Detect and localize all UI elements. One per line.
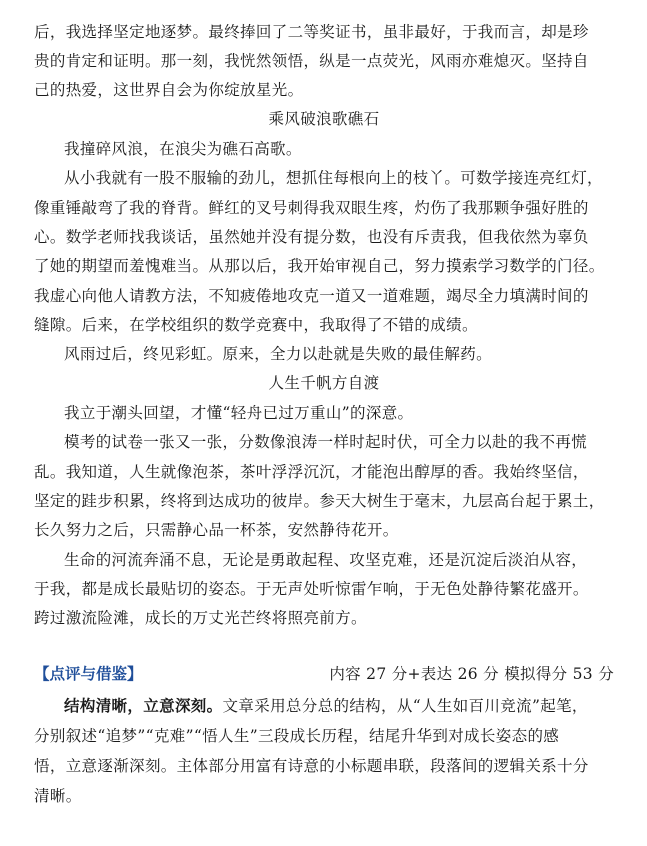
essay-line: 坚定的跬步积累，终将到达成功的彼岸。参天大树生于毫末，九层高台起于累土， — [34, 492, 605, 510]
essay-line: 贵的肯定和证明。那一刻，我恍然领悟，纵是一点荧光，风雨亦难熄灭。坚持自 — [34, 52, 589, 70]
essay-line: 模考的试卷一张又一张，分数像浪涛一样时起时伏，可全力以赴的我不再慌 — [64, 433, 588, 451]
essay-line: 生命的河流奔涌不息，无论是勇敢起程、攻坚克难，还是沉淀后淡泊从容， — [64, 551, 588, 569]
review-line — [64, 696, 614, 716]
review-lead-bold: 结构清晰，立意深刻。 — [64, 696, 223, 715]
review-header — [34, 664, 614, 684]
review-score: 内容 27 分+表达 26 分 模拟得分 53 分 — [329, 665, 614, 683]
essay-line: 从小我就有一股不服输的劲儿，想抓住每根向上的枝丫。可数学接连亮红灯， — [64, 169, 603, 187]
section-heading: 乘风破浪歌礁石 — [268, 110, 380, 128]
review-line: 清晰。 — [34, 787, 82, 805]
essay-line: 心。数学老师找我谈话，虽然她并没有提分数，也没有斥责我，但我依然为辜负 — [34, 228, 589, 246]
essay-line: 长久努力之后，只需静心品一杯茶，安然静待花开。 — [34, 521, 399, 539]
review-line: 分别叙述“追梦”“克难”“悟人生”三段成长历程，结尾升华到对成长姿态的感 — [34, 727, 560, 745]
essay-line: 我立于潮头回望，才懂“轻舟已过万重山”的深意。 — [64, 404, 414, 422]
essay-line: 我虚心向他人请教方法，不知疲倦地攻克一道又一道难题，竭尽全力填满时间的 — [34, 287, 589, 305]
review-line: 悟，立意逐渐深刻。主体部分用富有诗意的小标题串联，段落间的逻辑关系十分 — [34, 757, 589, 775]
essay-line: 风雨过后，终见彩虹。原来，全力以赴就是失败的最佳解药。 — [64, 345, 492, 363]
essay-line: 我撞碎风浪，在浪尖为礁石高歌。 — [64, 140, 302, 158]
review-title: 【点评与借鉴】 — [34, 665, 143, 683]
essay-line: 己的热爱，这世界自会为你绽放星光。 — [34, 81, 304, 99]
essay-line: 像重锤敲弯了我的脊背。鲜红的叉号刺得我双眼生疼，灼伤了我那颗争强好胜的 — [34, 199, 589, 217]
essay-line: 跨过激流险滩，成长的万丈光芒终将照亮前方。 — [34, 609, 367, 627]
essay-line: 后，我选择坚定地逐梦。最终捧回了二等奖证书，虽非最好，于我而言，却是珍 — [34, 23, 589, 41]
essay-line: 了她的期望而羞愧难当。从那以后，我开始审视自己，努力摸索学习数学的门径。 — [34, 257, 605, 275]
section-heading: 人生千帆方自渡 — [268, 374, 380, 392]
essay-line: 乱。我知道，人生就像泡茶，茶叶浮浮沉沉，才能泡出醇厚的香。我始终坚信， — [34, 463, 589, 481]
review-lead-text: 文章采用总分总的结构，从“人生如百川竞流”起笔， — [222, 697, 588, 715]
essay-line: 于我，都是成长最贴切的姿态。于无声处听惊雷乍响，于无色处静待繁花盛开。 — [34, 580, 589, 598]
essay-line: 缝隙。后来，在学校组织的数学竞赛中，我取得了不错的成绩。 — [34, 316, 478, 334]
